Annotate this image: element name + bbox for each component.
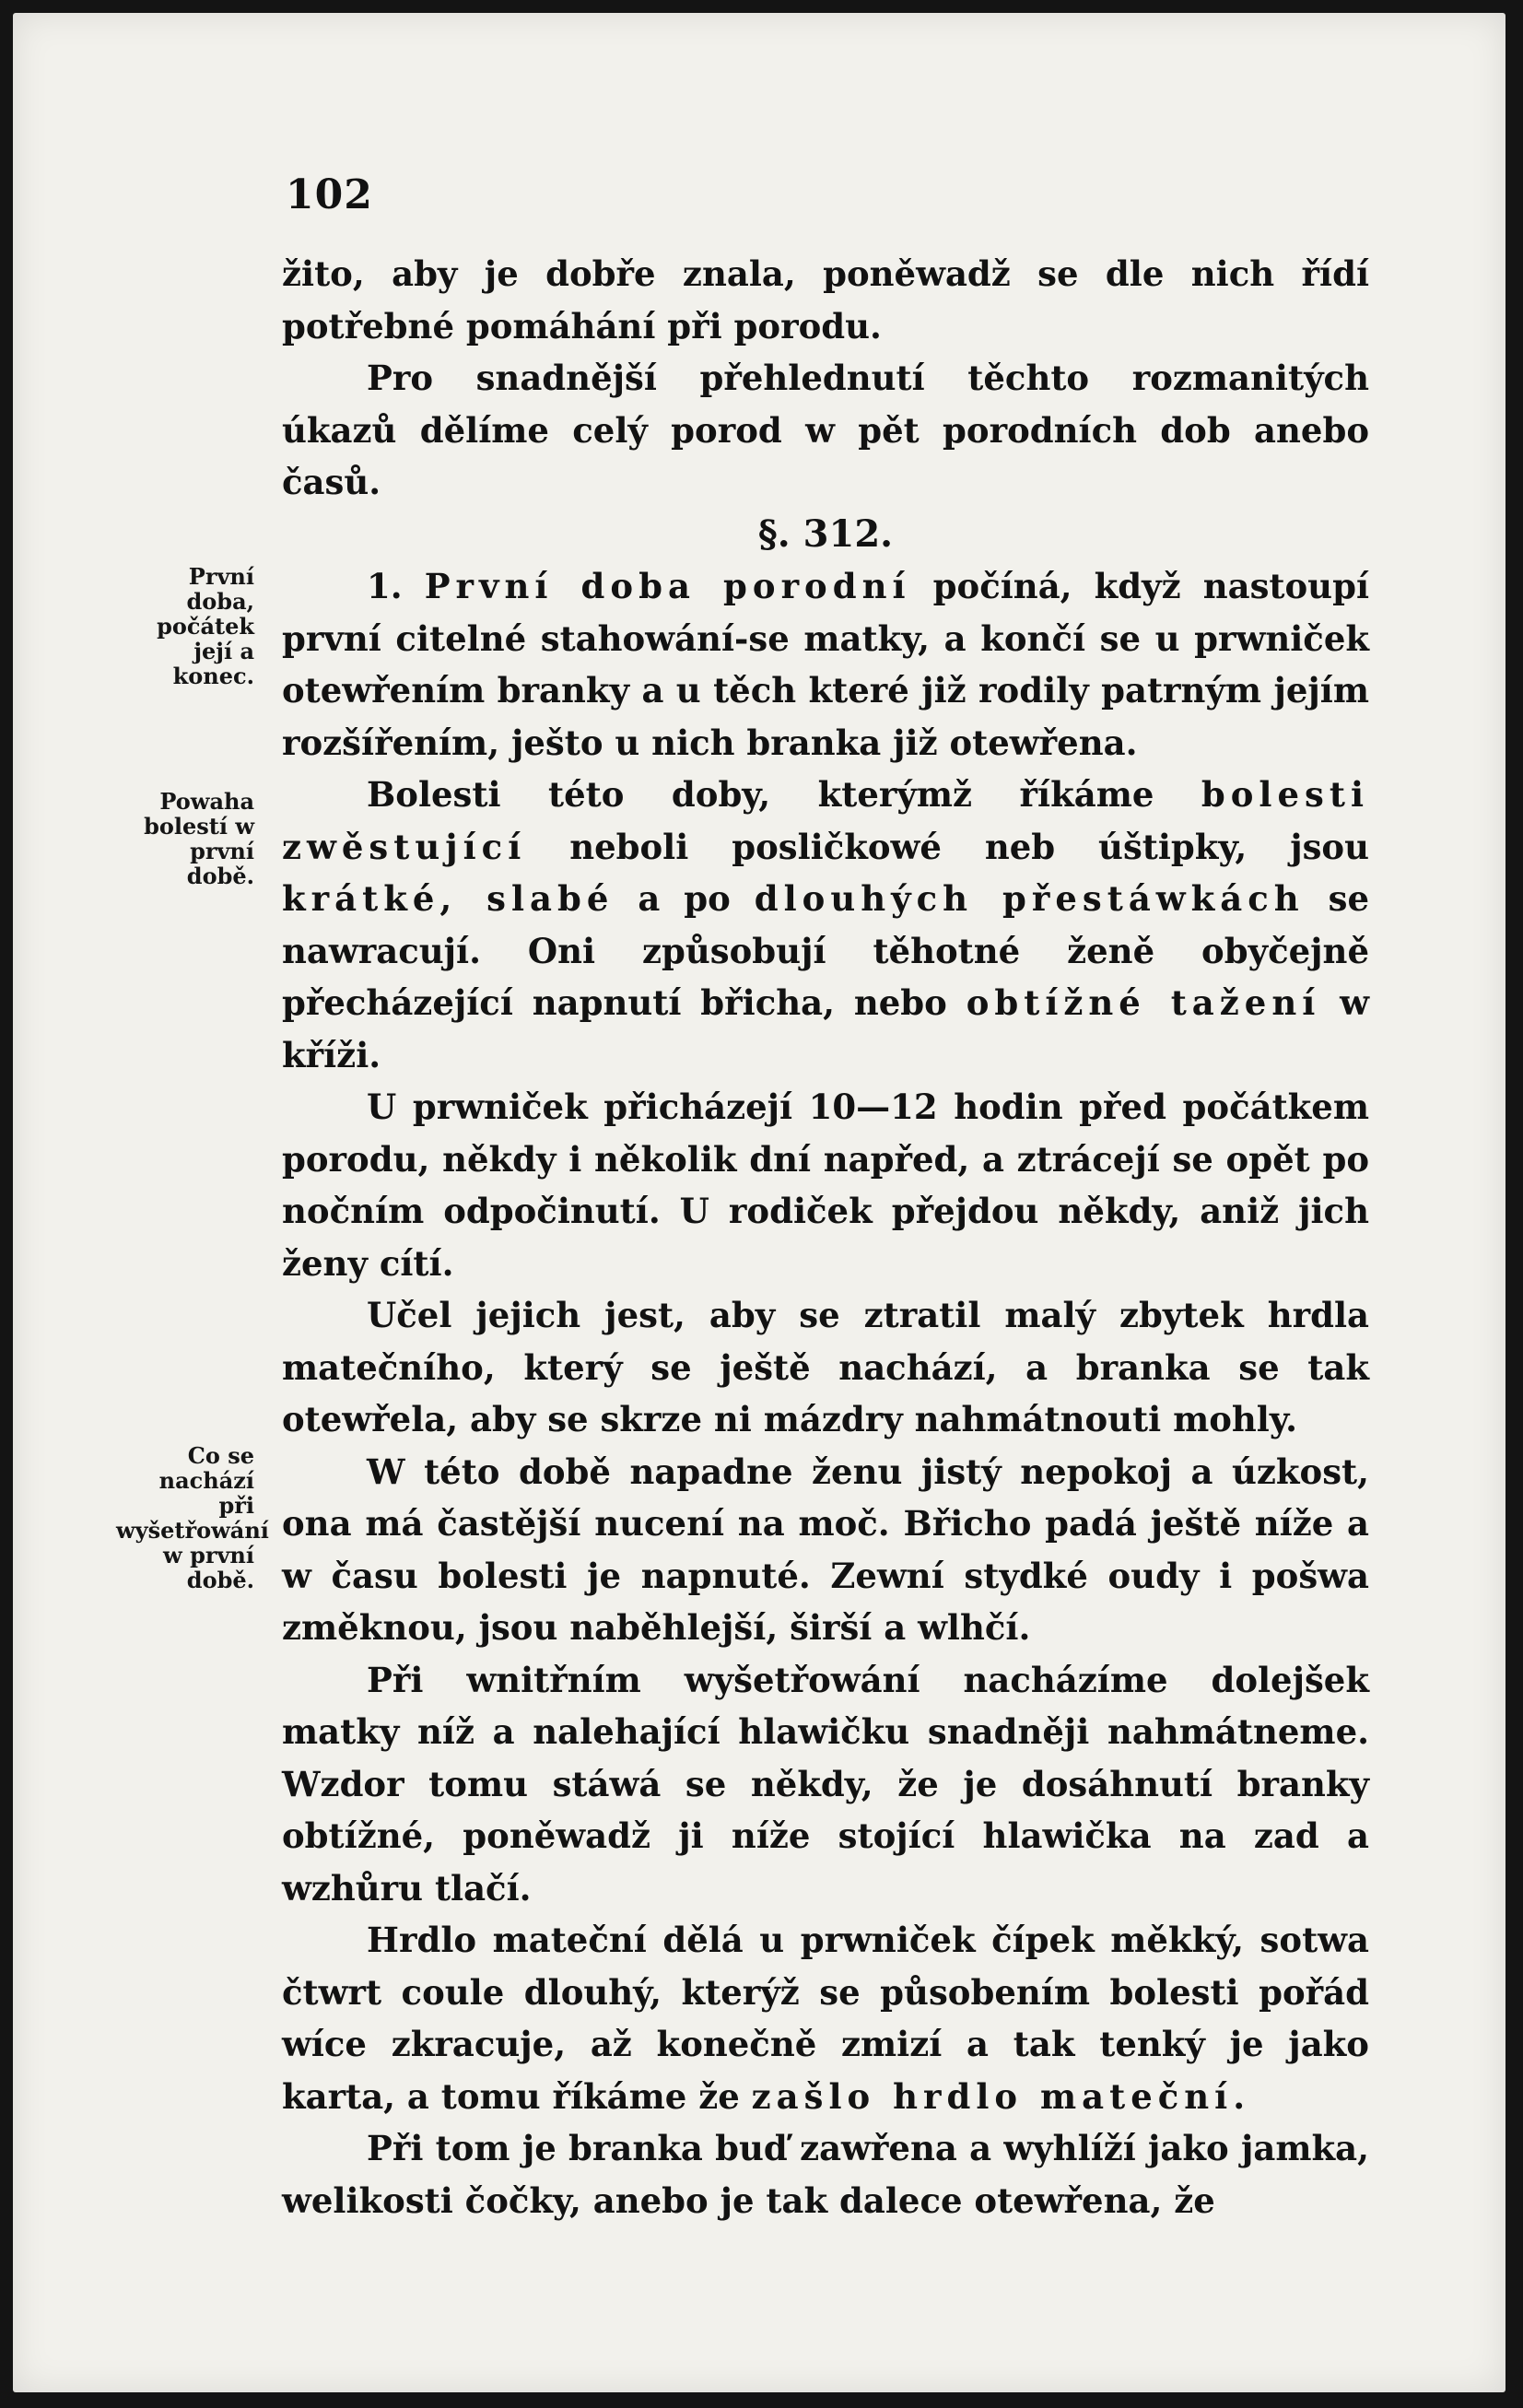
paragraph-4-text-e: w kříži. bbox=[282, 982, 1369, 1075]
margin-note-examination: Co se nachází při wyšetřowání w první době. bbox=[116, 1442, 269, 1593]
term-long-pauses: dlouhých přestáwkách bbox=[754, 878, 1305, 919]
margin-note-pain-nature: Powaha bolestí w první době. bbox=[144, 788, 254, 889]
paragraph-4-text-c: a po bbox=[638, 878, 731, 919]
period-title: První doba porodní bbox=[424, 566, 911, 606]
book-page bbox=[13, 13, 1505, 2392]
paragraph-6: Učel jejich jest, aby se ztratil malý zbytek hrdla matečního, který se ještě nachází, a branka se tak otewřela, aby se skrze ni mázdry nahmátnouti mohly. bbox=[282, 1295, 1369, 1439]
section-mark: §. 312. bbox=[757, 511, 894, 556]
paragraph-8: Při wnitřním wyšetřowání nacházíme dolejšek matky níž a nalehající hlawičku snadněji nahmátneme. Wzdor tomu stáwá se někdy, že je dosáhnutí branky obtížné, poněwadž ji níže stojící hlawička na zad a wzhůru tlačí. bbox=[282, 1659, 1369, 1909]
paragraph-5: U prwniček přicházejí 10—12 hodin před počátkem porodu, někdy i několik dní napřed, a ztrácejí se opět po nočním odpočinutí. U rodiček přejdou někdy, aniž jich ženy cítí. bbox=[282, 1087, 1369, 1284]
paragraph-4-text-b: neboli posličkowé neb úštipky, jsou bbox=[569, 826, 1369, 867]
paragraph-2: Pro snadnější přehlednutí těchto rozmanitých úkazů dělíme celý porod w pět porodních dob anebo časů. bbox=[282, 358, 1369, 502]
period-number: 1. bbox=[367, 566, 403, 606]
paragraph-10: Při tom je branka buď zawřena a wyhlíží jako jamka, welikosti čočky, anebo je tak dalece otewřena, že bbox=[282, 2128, 1369, 2221]
paragraph-1: žito, aby je dobře znala, poněwadž se dle nich řídí potřebné pomáhání při porodu. bbox=[282, 253, 1369, 347]
paragraph-7: W této době napadne ženu jistý nepokoj a úzkost, ona má častější nucení na moč. Břicho padá ještě níže a w času bolesti je napnuté. Zewní stydké oudy i pošwa změknou, jsou naběhlejší, širší a wlhčí. bbox=[282, 1451, 1369, 1648]
paragraph-9 bbox=[282, 1914, 1369, 2122]
term-cervix-gone: zašlo hrdlo mateční. bbox=[751, 2075, 1251, 2117]
paragraph-4-text-d: se nawracují. Oni způsobují těhotné ženě obyčejně přecházející napnutí břicha, nebo bbox=[282, 878, 1369, 1023]
paragraph-4 bbox=[282, 769, 1369, 1081]
paragraph-9-text: Hrdlo mateční dělá u prwniček čípek měkký, sotwa čtwrt coule dlouhý, kterýž se působením bolesti pořád wíce zkracuje, až konečně zmizí a tak tenký je jako karta, a tomu říkáme že bbox=[282, 1920, 1369, 2117]
page-number: 102 bbox=[286, 171, 373, 218]
paragraph-3 bbox=[282, 560, 1369, 769]
term-difficult-pull: obtížné tažení bbox=[966, 982, 1321, 1023]
paragraph-4-text-a: Bolesti této doby, kterýmž říkáme bbox=[367, 774, 1154, 815]
margin-note-first-period: První doba, počátek její a konec. bbox=[157, 563, 254, 689]
term-pains: bolesti zwěstující bbox=[282, 774, 1369, 867]
term-short-weak: krátké, slabé bbox=[282, 878, 615, 919]
body-text bbox=[282, 248, 1369, 2226]
paragraph-3-text: počíná, když nastoupí první citelné stahowání-se matky, a končí se u prwniček otewřením branky a u těch které již rodily patrným jejím rozšířením, ješto u nich branka již otewřena. bbox=[282, 566, 1369, 763]
